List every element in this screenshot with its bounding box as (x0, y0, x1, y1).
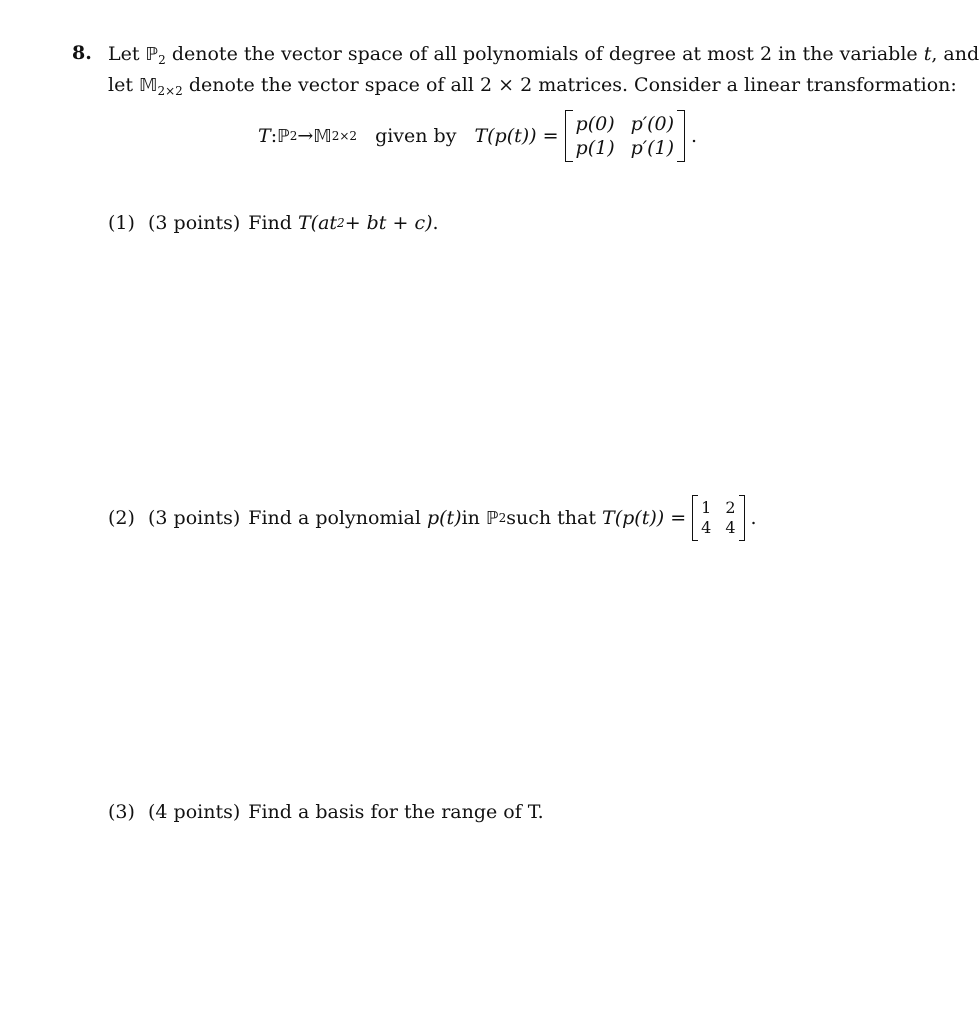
m-subscript: 2×2 (157, 84, 183, 98)
period: . (750, 507, 757, 529)
right-bracket (677, 110, 685, 162)
part-text: such that (506, 507, 596, 529)
part-points: (3 points) (148, 507, 241, 529)
part-points: (4 points) (148, 801, 241, 823)
transformation-lhs: T(p(t)) = (602, 507, 687, 529)
matrix-cell: 4 (725, 518, 736, 537)
p2-subscript: 2 (289, 129, 298, 143)
part-expression: T(at (297, 212, 338, 234)
problem-number: 8. (72, 42, 92, 64)
intro-line-2 (108, 73, 957, 104)
part-3 (108, 801, 544, 823)
period: . (691, 125, 698, 147)
matrix-grid (573, 112, 677, 160)
matrix-cell: p′(1) (630, 137, 675, 159)
right-bracket (739, 495, 745, 541)
problem-intro (108, 42, 979, 104)
part-number: (3) (108, 801, 135, 823)
intro-text: denote the vector space of all polynomials of degree at most 2 in the variable (165, 43, 924, 65)
intro-text: denote the vector space of all 2 × 2 matrices. Consider a linear transformation: (182, 74, 957, 96)
part-expression: + bt + c) (344, 212, 433, 234)
m-subscript: 2×2 (331, 129, 358, 143)
intro-text: Let (108, 43, 146, 65)
part-2 (108, 493, 757, 543)
part-points: (3 points) (148, 212, 241, 234)
matrix-cell: 1 (701, 498, 712, 517)
part-text: Find a basis for the range of T. (248, 801, 544, 823)
matrix-cell: 2 (725, 498, 736, 517)
transformation-lhs: T(p(t)) = (474, 125, 559, 147)
target-matrix (692, 495, 744, 541)
intro-line-1 (108, 42, 979, 73)
matrix-cell: p′(0) (630, 113, 675, 135)
matrix-grid (698, 498, 738, 538)
given-by-text: given by (375, 125, 457, 147)
part-number: (1) (108, 212, 135, 234)
matrix-cell: 4 (701, 518, 712, 537)
part-text: in (461, 507, 480, 529)
arrow: → (297, 125, 314, 147)
p2-symbol: ℙ (485, 507, 499, 529)
polynomial-p: p(t) (426, 507, 462, 529)
part-text: Find a polynomial (248, 507, 421, 529)
exponent: 2 (337, 216, 345, 230)
p2-symbol: ℙ (277, 125, 290, 147)
matrix-cell: p(0) (575, 113, 615, 135)
p2-subscript: 2 (498, 511, 507, 525)
variable-t: t (923, 43, 932, 65)
part-text: . (432, 212, 439, 234)
matrix-cell: p(1) (575, 137, 615, 159)
intro-text: , and (931, 43, 979, 65)
part-1 (108, 212, 439, 234)
p2-symbol: ℙ (145, 44, 159, 65)
intro-text: let (108, 74, 139, 96)
part-number: (2) (108, 507, 135, 529)
m-symbol: 𝕄 (313, 125, 332, 147)
definition-matrix (565, 110, 685, 162)
part-text: Find (248, 212, 292, 234)
m-symbol: 𝕄 (139, 75, 158, 96)
p2-subscript: 2 (158, 53, 166, 67)
colon: : (270, 125, 278, 147)
transformation-definition (258, 108, 697, 164)
t-symbol: T (258, 125, 271, 147)
left-bracket (565, 110, 573, 162)
